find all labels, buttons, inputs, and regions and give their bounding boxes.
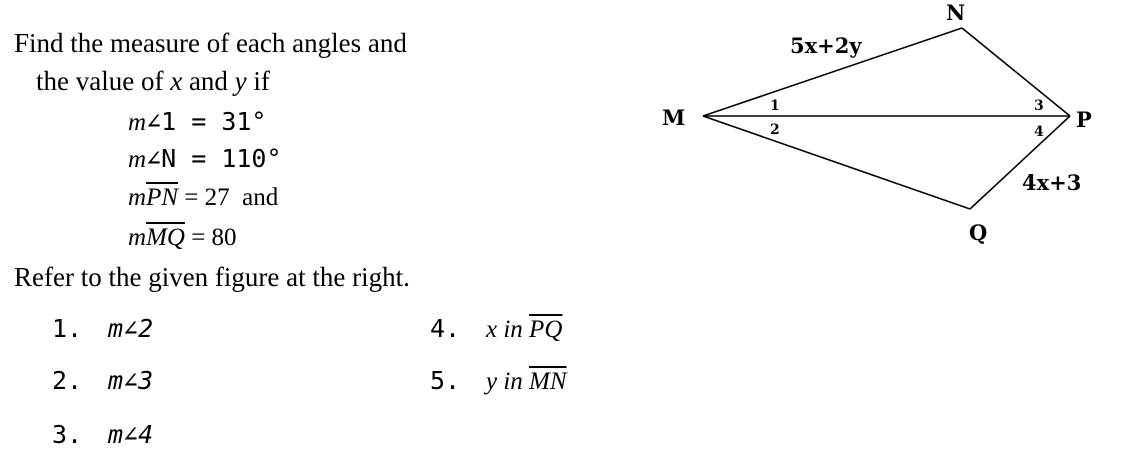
measure-m: m: [128, 224, 147, 251]
question-text: m∠4: [108, 420, 154, 449]
intro-text: and: [182, 66, 235, 96]
given-value: = 27: [178, 184, 230, 211]
segment-qm: [703, 116, 970, 209]
vertex-m-label: M: [662, 105, 686, 130]
side-pq-label: 4x+3: [1022, 170, 1082, 195]
question-text: x in: [486, 316, 530, 343]
measure-m: m: [128, 109, 147, 136]
kite-figure: [640, 0, 1136, 260]
question-2: [52, 366, 153, 395]
question-4: [430, 314, 562, 344]
measure-m: m: [128, 184, 147, 211]
segment-np: [962, 28, 1070, 116]
segment-pq: [970, 116, 1070, 209]
given-angle-n: [128, 144, 282, 174]
question-text: y in: [486, 368, 530, 395]
segment-label: $\overline{PN}$: [146, 184, 179, 211]
question-1: [52, 314, 153, 343]
given-value: = 31°: [176, 107, 267, 136]
given-segment-pn: [128, 184, 278, 212]
segment-label: $\overline{MQ}$: [146, 224, 185, 251]
question-number: 1.: [52, 314, 83, 343]
angle-2-label: 2: [770, 122, 780, 138]
angle-symbol: ∠N: [146, 144, 177, 173]
angle-1-label: 1: [770, 98, 780, 114]
given-and: and: [229, 184, 279, 211]
problem-intro-line2: [36, 66, 270, 97]
intro-text: if: [246, 66, 270, 96]
question-number: 3.: [52, 420, 83, 449]
angle-3-label: 3: [1034, 98, 1044, 114]
variable-x: x: [170, 66, 183, 96]
problem-intro-line1: Find the measure of each angles and: [14, 28, 407, 58]
question-text: m∠2: [108, 314, 154, 343]
question-5: [430, 366, 567, 396]
refer-instruction: Refer to the given figure at the right.: [14, 262, 410, 292]
given-value: = 110°: [176, 144, 282, 173]
question-text: m∠3: [108, 366, 154, 395]
variable-y: y: [234, 66, 247, 96]
side-mn-label: 5x+2y: [790, 33, 862, 58]
given-segment-mq: [128, 224, 237, 252]
segment-label: $\overline{PQ}$: [529, 316, 563, 343]
segment-label: $\overline{MN}$: [529, 368, 567, 395]
question-number: 5.: [430, 366, 461, 395]
given-angle-1: [128, 107, 266, 137]
vertex-p-label: P: [1076, 107, 1092, 132]
given-value: = 80: [184, 224, 237, 251]
angle-4-label: 4: [1034, 124, 1044, 140]
intro-text: the value of: [36, 66, 171, 96]
vertex-n-label: N: [946, 0, 966, 25]
angle-symbol: ∠1: [146, 107, 177, 136]
measure-m: m: [128, 146, 147, 173]
question-number: 2.: [52, 366, 83, 395]
question-3: [52, 420, 153, 449]
vertex-q-label: Q: [969, 220, 988, 245]
question-number: 4.: [430, 314, 461, 343]
